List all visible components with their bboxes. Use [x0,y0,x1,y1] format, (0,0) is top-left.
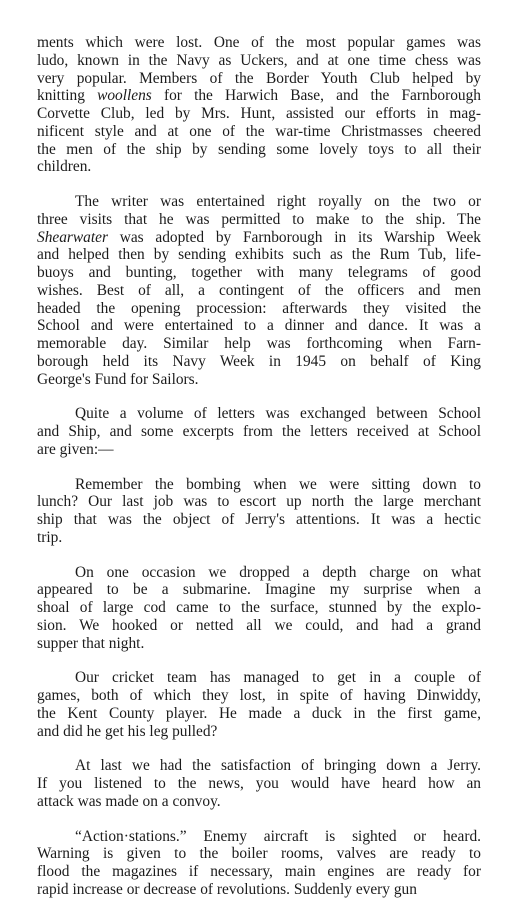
text-line [37,564,481,582]
document-page [37,34,481,899]
text-run: If you listened to the news, you would have heard how an [37,775,481,792]
text-line [37,246,481,264]
text-run: buoys and bunting, together with many telegrams of good [37,264,481,281]
text-run: are given:— [37,440,114,458]
text-run: The writer was entertained right royally on the two or [75,193,481,210]
text-line [37,669,481,687]
text-run: and helped then by sending exhibits such as the Rum Tub, life- [37,246,481,264]
paragraph-p8 [37,828,481,899]
text-run: knitting [37,87,98,105]
text-run: Warning is given to the boiler rooms, valves are ready to [37,845,481,863]
text-run: and Ship, and some excerpts from the letters received at School [37,423,481,440]
text-run: for the Harwich Base, and the Farnborough [151,87,482,105]
text-line [37,687,481,705]
text-run: supper that night. [37,634,145,652]
text-line [37,845,481,863]
text-line [37,300,481,318]
paragraph-p7 [37,757,481,810]
text-run: ship that was the object of Jerry's attentions. It was a hectic [37,511,481,528]
text-line [37,353,481,371]
text-line [37,511,481,529]
text-run: Corvette Club, led by Mrs. Hunt, assisted our efforts in mag- [37,105,481,122]
text-line [37,441,481,459]
text-line [37,34,481,52]
text-run: “Action·stations.” Enemy aircraft is sighted or heard. [75,827,481,845]
text-run: trip. [37,528,63,546]
text-run: shoal of large cod came to the surface, stunned by the explo- [37,599,481,616]
text-run: George's Fund for Sailors. [37,370,199,388]
text-line [37,828,481,846]
text-line [37,87,481,105]
italic-text: Shearwater [37,228,108,246]
text-run: was adopted by Farnborough in its Warship Week [107,228,481,246]
text-run: the men of the ship by sending some lovely toys to all their [37,140,481,158]
text-line [37,493,481,511]
text-line [37,775,481,793]
text-line [37,423,481,441]
text-line [37,723,481,741]
text-run: sion. We hooked or netted all we could, and had a grand [37,616,481,634]
italic-text: woollens [97,87,152,105]
body-text [37,34,481,899]
text-line [37,317,481,335]
text-run: ments which were lost. One of the most popular games was [37,34,481,51]
text-run: and did he get his leg pulled? [37,722,218,740]
text-run: At last we had the satisfaction of bringing down a Jerry. [75,757,481,775]
text-line [37,264,481,282]
paragraph-p1 [37,34,481,176]
paragraph-p3 [37,405,481,458]
text-run: children. [37,158,92,176]
text-line [37,282,481,300]
text-line [37,757,481,775]
text-run: Remember the bombing when we were sitting down to [75,475,481,493]
text-run: flood the magazines if necessary, main engines are ready for [37,863,481,880]
text-run: On one occasion we dropped a depth charge on what [75,563,481,581]
text-line [37,52,481,70]
text-run: the Kent County player. He made a duck in the first game, [37,704,481,722]
text-line [37,863,481,881]
text-run: games, both of which they lost, in spite of having Dinwiddy, [37,687,481,704]
text-line [37,229,481,247]
text-line [37,581,481,599]
paragraph-p5 [37,564,481,653]
text-line [37,211,481,229]
text-line [37,793,481,811]
text-line [37,635,481,653]
text-line [37,705,481,723]
text-run: three visits that he was permitted to make to the ship. The [37,210,481,228]
text-run: School and were entertained to a dinner and dance. It was a [37,317,481,335]
text-line [37,158,481,176]
text-run: rapid increase or decrease of revolutions. Suddenly every gun [37,880,417,898]
text-run: Our cricket team has managed to get in a couple of [75,669,481,687]
paragraph-p6 [37,669,481,740]
text-line [37,371,481,389]
text-run: memorable day. Similar help was forthcoming when Farn- [37,335,481,352]
text-run: attack was made on a convoy. [37,792,221,810]
text-run: very popular. Members of the Border Youth Club helped by [37,69,481,87]
text-run: ludo, known in the Navy as Uckers, and at one time chess was [37,51,481,69]
text-run: borough held its Navy Week in 1945 on behalf of King [37,352,481,370]
text-line [37,476,481,494]
text-line [37,617,481,635]
text-line [37,141,481,159]
text-run: lunch? Our last job was to escort up north the large merchant [37,493,481,511]
text-line [37,193,481,211]
text-line [37,881,481,899]
text-line [37,70,481,88]
text-run: wishes. Best of all, a contingent of the officers and men [37,281,481,299]
text-run: headed the opening procession: afterwards they visited the [37,299,481,317]
text-line [37,599,481,617]
paragraph-p2 [37,193,481,388]
paragraph-p4 [37,476,481,547]
text-line [37,405,481,423]
text-run: Quite a volume of letters was exchanged between School [75,405,481,423]
text-run: nificent style and at one of the war-time Christmasses cheered [37,122,481,140]
text-line [37,105,481,123]
text-line [37,529,481,547]
text-line [37,123,481,141]
text-run: appeared to be a submarine. Imagine my surprise when a [37,581,481,599]
text-line [37,335,481,353]
